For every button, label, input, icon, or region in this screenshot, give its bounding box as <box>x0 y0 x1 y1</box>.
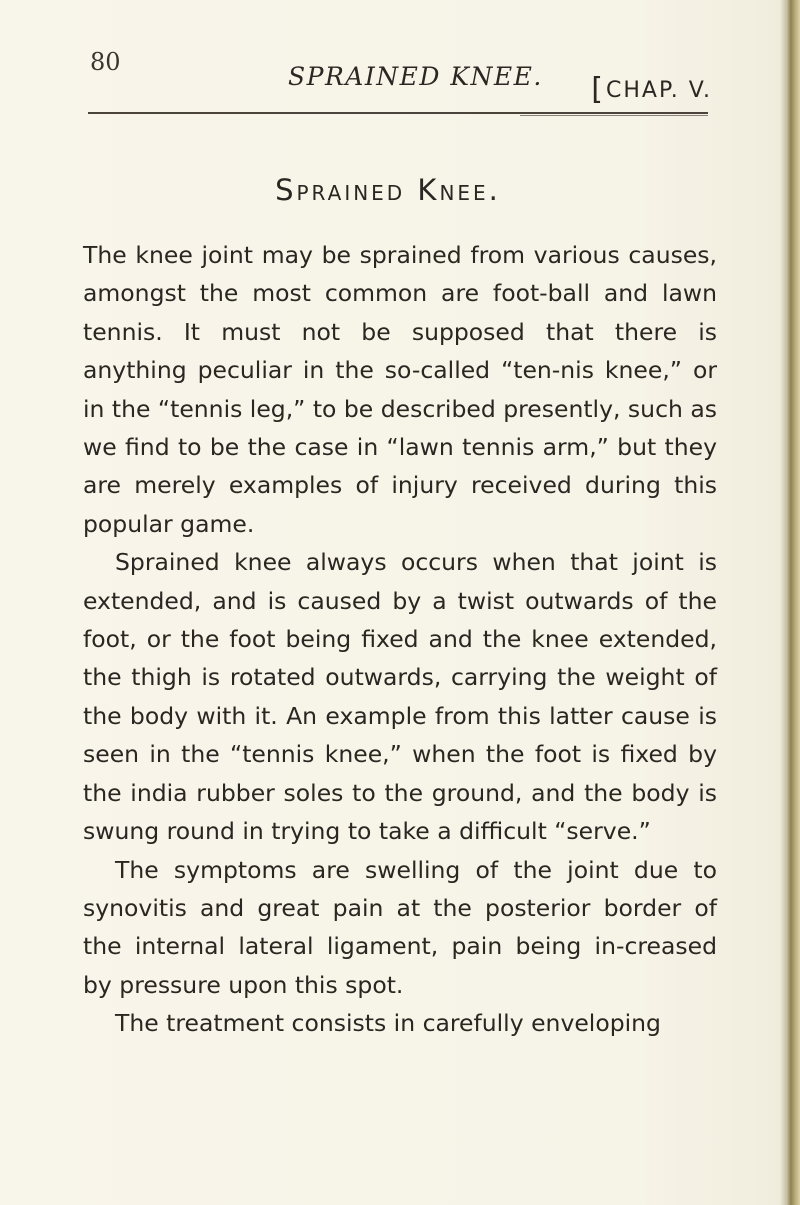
running-title: SPRAINED KNEE. <box>288 62 543 91</box>
body-text <box>83 236 717 1043</box>
chapter-bracket: [ <box>591 72 605 107</box>
page-number: 80 <box>90 48 121 76</box>
chapter-reference <box>591 70 712 105</box>
section-heading <box>0 173 800 207</box>
paragraph-3: The symptoms are swelling of the joint due to synovitis and great pain at the posterior border of the internal lateral ligament, pain being in-creased by pressure upon this spot. <box>83 855 717 999</box>
header-rule <box>88 112 708 114</box>
header-rule-secondary <box>520 115 708 116</box>
paragraph-1: The knee joint may be sprained from various causes, amongst the most common are foot-ball and lawn tennis. It must not be supposed that there is anything peculiar in the so-called “ten-nis knee,” or in the “tennis leg,” to be described presently, such as we find to be the case in “lawn tennis arm,” but they are merely examples of injury received during this popular game. <box>83 241 717 538</box>
paragraph-4: The treatment consists in carefully enveloping <box>115 1009 661 1038</box>
running-header <box>90 48 718 107</box>
paragraph-2: Sprained knee always occurs when that joint is extended, and is caused by a twist outwards of the foot, or the foot being fixed and the knee extended, the thigh is rotated outwards, carrying the weight of the body with it. An example from this latter cause is seen in the “tennis knee,” when the foot is fixed by the india rubber soles to the ground, and the body is swung round in trying to take a difficult “serve.” <box>83 548 717 846</box>
chapter-label: CHAP. V. <box>606 78 712 103</box>
section-heading-text: Sprained Knee. <box>275 173 501 207</box>
